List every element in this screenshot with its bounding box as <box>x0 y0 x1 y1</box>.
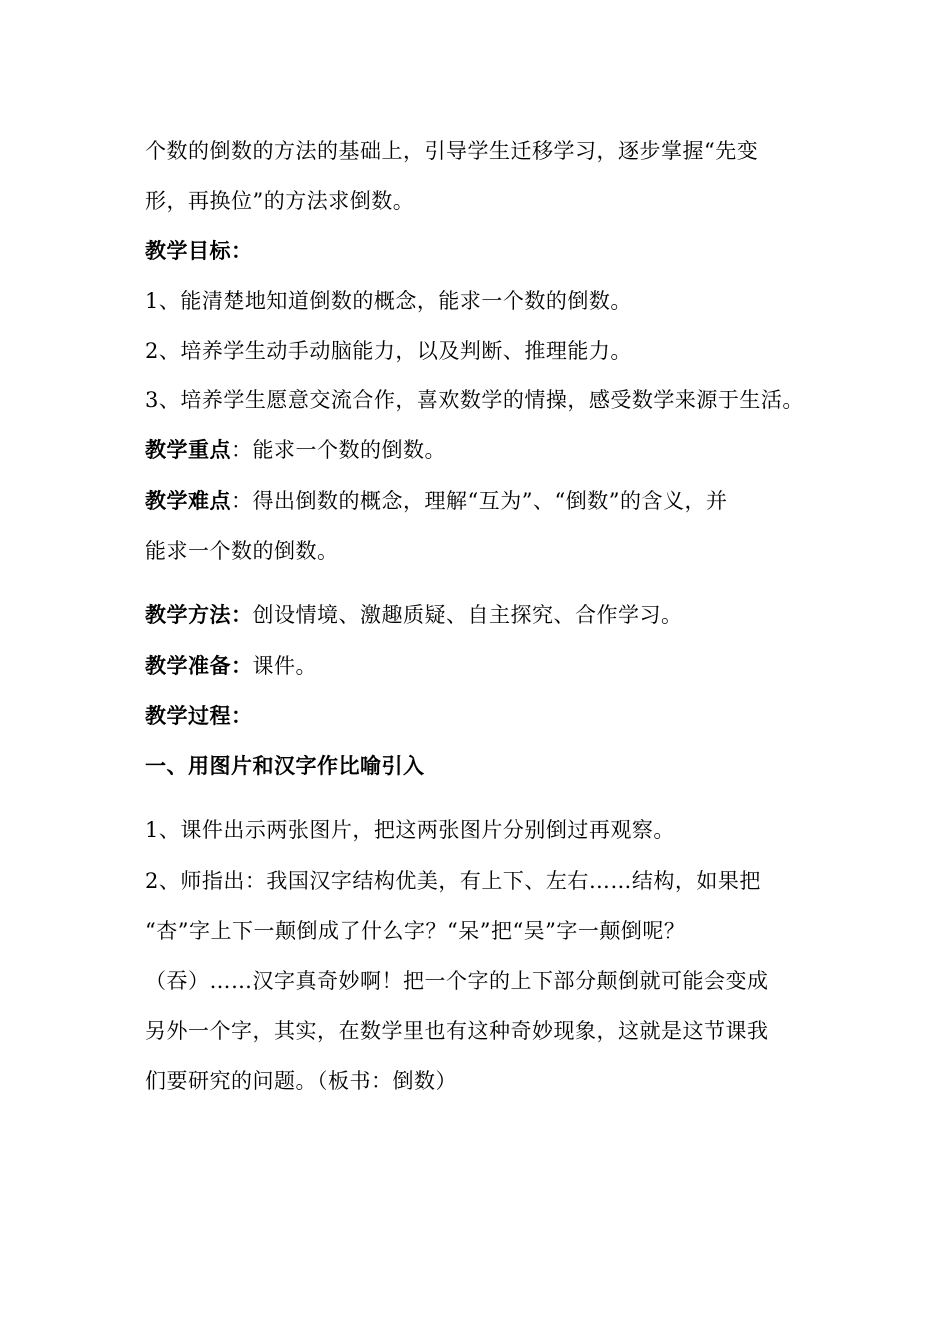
method-text: 创设情境、激趣质疑、自主探究、合作学习。 <box>252 603 683 627</box>
process-step-2-line-2: “杏”字上下一颠倒成了什么字？“呆”把“吴”字一颠倒呢？ <box>145 919 686 943</box>
section-1-title: 一、用图片和汉字作比喻引入 <box>145 754 425 778</box>
preparation-text: 课件。 <box>252 654 317 678</box>
process-step-2-line-4: 另外一个字，其实，在数学里也有这种奇妙现象，这就是这节课我 <box>145 1019 769 1043</box>
preparation-label: 教学准备： <box>145 654 253 678</box>
process-step-2-line-1: 2、师指出：我国汉字结构优美，有上下、左右……结构，如果把 <box>145 869 761 893</box>
objective-item-2: 2、培养学生动手动脑能力，以及判断、推理能力。 <box>145 339 632 363</box>
method-line <box>145 601 683 629</box>
preparation-line <box>145 652 317 680</box>
intro-line-2: 形，再换位”的方法求倒数。 <box>145 189 415 213</box>
method-label: 教学方法： <box>145 603 253 627</box>
difficulty-text-1: ：得出倒数的概念，理解“互为”、“倒数”的含义，并 <box>231 489 728 513</box>
objective-item-3: 3、培养学生愿意交流合作，喜欢数学的情操，感受数学来源于生活。 <box>145 388 804 412</box>
key-point-line <box>145 436 446 464</box>
process-heading: 教学过程： <box>145 704 253 728</box>
intro-line-1: 个数的倒数的方法的基础上，引导学生迁移学习，逐步掌握“先变 <box>145 139 759 163</box>
objectives-heading: 教学目标： <box>145 239 253 263</box>
key-point-text: ：能求一个数的倒数。 <box>231 438 446 462</box>
process-step-2-line-5: 们要研究的问题。（板书：倒数） <box>145 1069 457 1093</box>
difficulty-line-2: 能求一个数的倒数。 <box>145 539 339 563</box>
key-point-label: 教学重点 <box>145 438 231 462</box>
objective-item-1: 1、能清楚地知道倒数的概念，能求一个数的倒数。 <box>145 289 632 313</box>
process-step-2-line-3: （吞）……汉字真奇妙啊！把一个字的上下部分颠倒就可能会变成 <box>145 969 769 993</box>
difficulty-line-1 <box>145 487 727 515</box>
process-step-1: 1、课件出示两张图片，把这两张图片分别倒过再观察。 <box>145 818 675 842</box>
difficulty-label: 教学难点 <box>145 489 231 513</box>
